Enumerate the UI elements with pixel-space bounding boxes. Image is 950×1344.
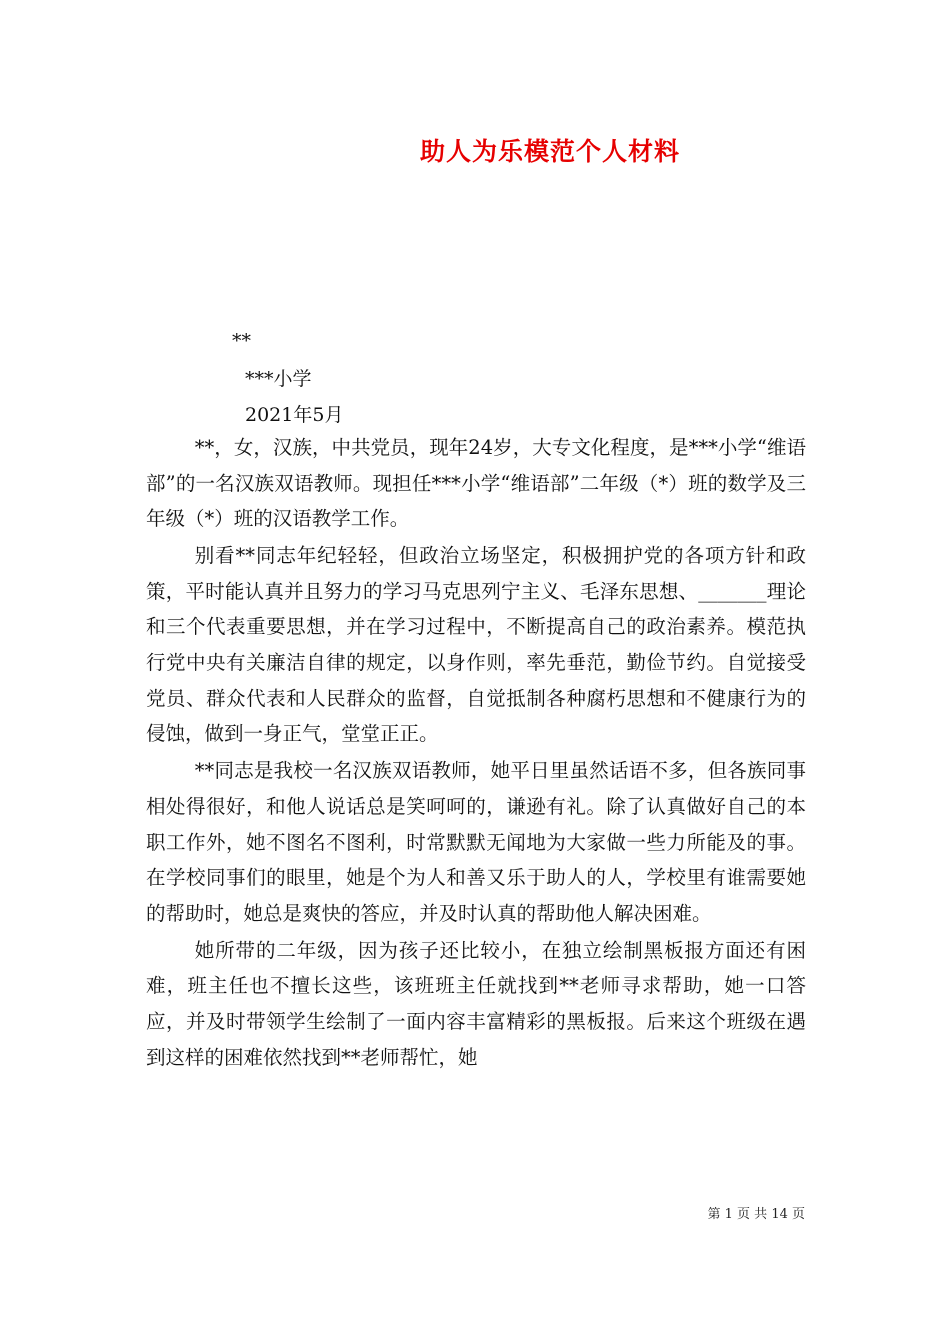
document-title: 助人为乐模范个人材料 bbox=[419, 137, 680, 166]
paragraph-1: **，女，汉族，中共党员，现年24岁，大专文化程度，是***小学“维语部”的一名汉族双语教师。现担任***小学“维语部”二年级（*）班的数学及三年级（*）班的汉语教学工作。 bbox=[146, 436, 806, 531]
paragraph-2: 别看**同志年纪轻轻，但政治立场坚定，积极拥护党的各项方针和政策，平时能认真并且努力的学习马克思列宁主义、毛泽东思想、_______理论和三个代表重要思想，并在学习过程中，不断提高自己的政治素养。模范执行党中央有关廉洁自律的规定，以身作则，率先垂范，勤俭节约。自觉接受党员、群众代表和人民群众的监督，自觉抵制各种腐朽思想和不健康行为的侵蚀，做到一身正气，堂堂正正。 bbox=[146, 544, 806, 746]
paragraph-4: 她所带的二年级，因为孩子还比较小，在独立绘制黑板报方面还有困难，班主任也不擅长这些，该班班主任就找到**老师寻求帮助，她一口答应，并及时带领学生绘制了一面内容丰富精彩的黑板报。后来这个班级在遇到这样的困难依然找到**老师帮忙，她 bbox=[146, 938, 806, 1069]
author-line: ** bbox=[232, 330, 251, 352]
document-body bbox=[146, 430, 806, 1077]
date-line: 2021年5月 bbox=[245, 404, 344, 426]
school-line: ***小学 bbox=[245, 368, 312, 390]
page-number: 第 1 页 共 14 页 bbox=[707, 1207, 805, 1222]
paragraph-3: **同志是我校一名汉族双语教师，她平日里虽然话语不多，但各族同事相处得很好，和他人说话总是笑呵呵的，谦逊有礼。除了认真做好自己的本职工作外，她不图名不图利，时常默默无闻地为大家做一些力所能及的事。在学校同事们的眼里，她是个为人和善又乐于助人的人，学校里有谁需要她的帮助时，她总是爽快的答应，并及时认真的帮助他人解决困难。 bbox=[146, 759, 806, 925]
